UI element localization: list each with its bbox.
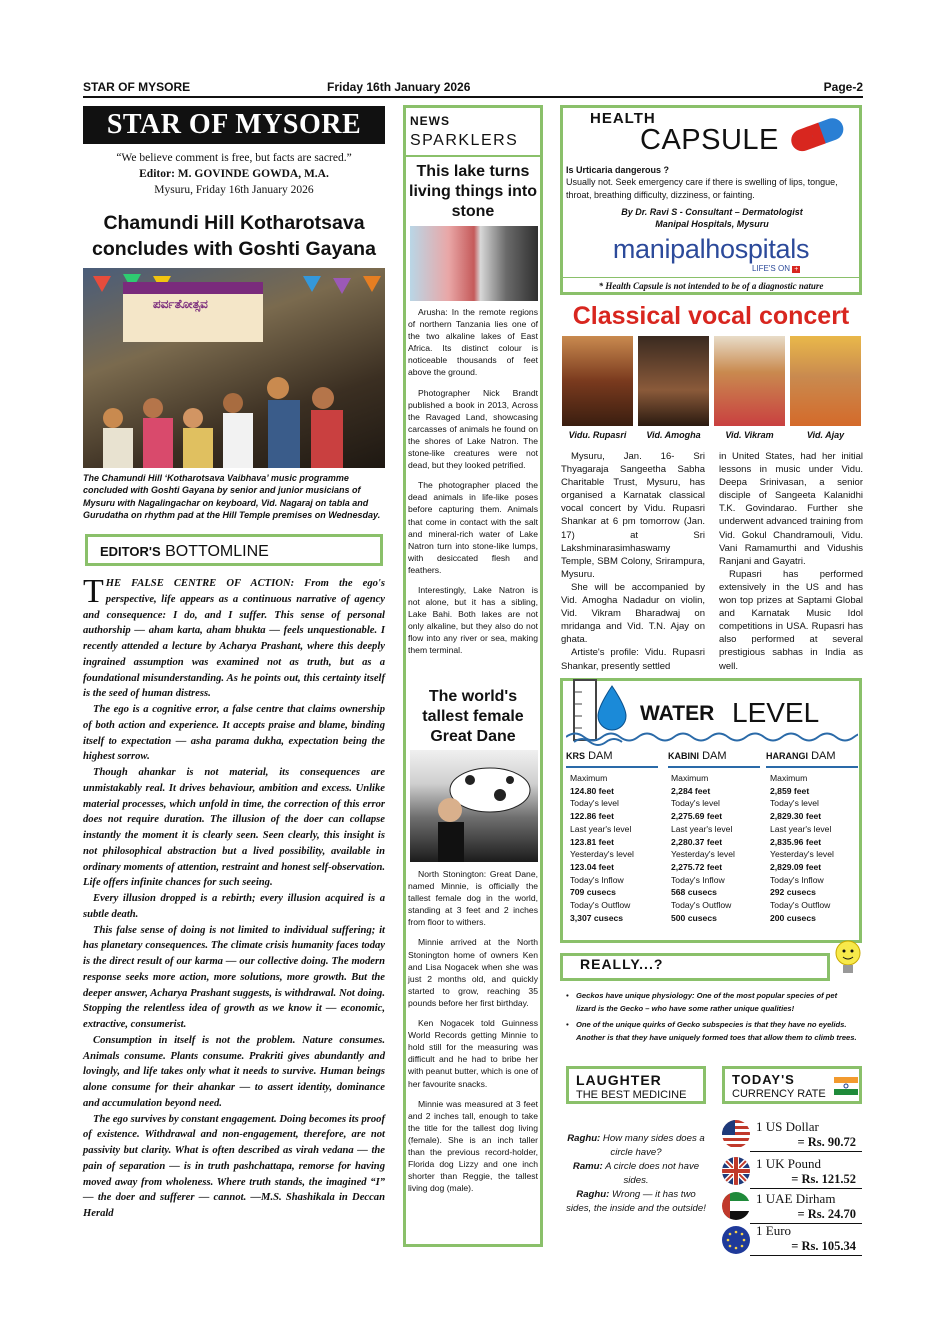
- concert-paragraph: Mysuru, Jan. 16- Sri Thyagaraja Sangeetha Sabha Charitable Trust, Mysuru, has organised a Karnatak classical vocal concert by Vidu. Rupasri Shankar at 6 pm tomorrow (Jan. 17) at Sri Lakshminarasimhaswamy Temple, SBM Colony, Srirampura, Mysuru.: [561, 451, 705, 580]
- row-label: Today's Outflow: [770, 900, 831, 911]
- row-value: 568 cusecs: [671, 887, 717, 898]
- laughter-subtitle: THE BEST MEDICINE: [576, 1089, 687, 1101]
- health-question: Is Urticaria dangerous ?: [566, 165, 670, 175]
- row-label: Today's level: [570, 798, 619, 809]
- row-label: Maximum: [671, 773, 709, 783]
- editorial-paragraph: Consumption in itself is not the problem. Nature consumes. Animals consume. Plants consume. Prakriti gives abundantly and lovingly, and life takes only what it needs to survive. Human beings alone consume for their ahankar — to assert identity, dominance and accumulation beyond need.: [83, 1034, 385, 1109]
- row-label: Today's Inflow: [570, 874, 624, 885]
- lead-headline-line2: concludes with Goshti Gayana: [92, 238, 376, 260]
- story-paragraph: Minnie arrived at the North Stonington home of owners Ken and Lisa Nogacek when she was just 2 months old, and quickly started to grow, reaching 35 pounds before her first birthday.: [408, 937, 538, 1008]
- divider: [750, 1255, 862, 1256]
- editorial-paragraph: Though ahankar is not material, its consequences are unmistakably real. It drives behaviour, ambition and excess. Unlike material processes, which unfold in time, the correction of this error does not require duration. The illusion of the doer can collapse instantly the moment it is clearly seen. Seen clearly, this insight is not philosophical abstraction but a lived possibility, available in ordinary moments of attention, restraint and honest self-observation. Life offers infinite chances for such seeing.: [83, 767, 385, 889]
- dam-name: KRS: [566, 751, 586, 761]
- capsule-icon: [782, 108, 862, 158]
- joke-text: How many sides does a circle have?: [602, 1133, 705, 1158]
- fact-item: • Geckos have unique physiology: One of the most popular species of pet lizard is the Gecko – who have some rather unique qualities!: [566, 990, 858, 1015]
- sponsor-tagline: [752, 264, 800, 273]
- row-value: 2,835.96 feet: [770, 836, 822, 847]
- row-value: 122.86 feet: [570, 811, 614, 822]
- really-facts: [566, 990, 858, 1048]
- really-title: REALLY...?: [580, 956, 664, 972]
- row-value: 2,829.09 feet: [770, 861, 822, 872]
- editorial-paragraph: Every illusion dropped is a rebirth; every illusion acquired is a subtle death.: [83, 893, 385, 920]
- row-value: 2,275.69 feet: [671, 811, 723, 822]
- speaker: Raghu:: [576, 1189, 610, 1200]
- divider: [750, 1151, 862, 1152]
- row-label: Yesterday's level: [770, 849, 834, 860]
- row-value: 2,859 feet: [770, 785, 810, 796]
- lightbulb-icon: [832, 936, 864, 986]
- row-value: 3,307 cusecs: [570, 912, 624, 923]
- story-lake-body: [408, 306, 538, 665]
- currency-name: 1 UAE Dirham: [756, 1191, 836, 1206]
- story-paragraph: The photographer placed the dead animals in life-like poses before capturing them. Animals that come in contact with the salt and mineral-rich water of Lake Natron turn into stone-like lumps, with desiccated flesh and feathers.: [408, 480, 538, 575]
- story-dog-title: The world's tallest female Great Dane: [422, 688, 524, 745]
- artist-photo: [790, 336, 861, 426]
- story-paragraph: Photographer Nick Brandt published a book in 2013, Across the Ravaged Land, showcasing carcasses of animals he found on the shores of Lake Natron. The stone-like creatures were not dead, but they looked petrified.: [408, 387, 538, 471]
- editorial-paragraph: The ego is a cognitive error, a false centre that claims ownership of both action and experience. It accepts praise and blame, binding itself to expectation — asha parama dukha, expectation being the highest sorrow.: [83, 704, 385, 763]
- artist-name: Vid. Ajay: [806, 430, 845, 440]
- health-byline-doctor: By Dr. Ravi S - Consultant – Dermatologist: [621, 207, 803, 217]
- concert-body-col1: [561, 450, 705, 673]
- row-label: Last year's level: [770, 823, 832, 834]
- dam-data-kabini: [671, 772, 763, 924]
- divider: [563, 277, 859, 278]
- currency-name: 1 UK Pound: [756, 1156, 822, 1171]
- lead-photo-illustration: [83, 268, 385, 468]
- row-label: Today's level: [671, 798, 720, 809]
- health-byline-hospital: Manipal Hospitals, Mysuru: [655, 219, 769, 229]
- uae-flag-icon: [722, 1192, 750, 1220]
- joke-text: A circle does not have sides.: [605, 1161, 700, 1186]
- lead-headline-line1: Chamundi Hill Kotharotsava: [103, 212, 365, 234]
- masthead-editor: Editor: M. GOVINDE GOWDA, M.A.: [139, 168, 329, 180]
- row-label: Yesterday's level: [671, 849, 735, 860]
- concert-body-col2: [719, 450, 863, 673]
- dam-label: DAM: [702, 750, 727, 762]
- story-dog-photo: [410, 750, 538, 862]
- concert-paragraph: Artiste's profile: Vidu. Rupasri Shankar, presently settled: [561, 647, 705, 672]
- dam-name: KABINI: [668, 751, 699, 761]
- editorial-paragraph: HE FALSE CENTRE OF ACTION: From the ego's perspective, life appears as a continuous narrative of agency and consequence: I do, and I suffer. This sense of personal authorship — aham karta, aham bhukta — feels unquestionable. I recently attended a lecture by Acharya Prashant, where this deeply ingrained assumption was examined not as truth, but as a foundational misunderstanding. As he points out, this certainty itself is the seed of human distress.: [83, 578, 385, 700]
- joke-line: [566, 1132, 706, 1160]
- artist-photo: [562, 336, 633, 426]
- uk-flag-icon: [722, 1157, 750, 1185]
- header-paper-name: STAR OF MYSORE: [83, 80, 191, 94]
- row-label: Today's Inflow: [671, 874, 725, 885]
- currency-title: TODAY'S: [732, 1072, 795, 1087]
- dam-header-krs: [566, 750, 658, 768]
- health-byline: [566, 206, 858, 230]
- wave-divider: [566, 730, 858, 744]
- dam-data-harangi: [770, 772, 862, 924]
- sparklers-label: SPARKLERS: [410, 132, 519, 149]
- editorial-paragraph: This false sense of doing is not limited to individual suffering; it has planetary consequences. The climate crisis humanity faces today is the direct result of our karma — our collective doing. The modern response seeks more action, more solutions, more growth. But the deeper answer, Acharya Prashant suggests, is withdrawal. Not doing. Stopping the relentless idea of growth as we know it — economic, extractive, consumerist.: [83, 924, 385, 1030]
- row-label: Today's level: [770, 798, 819, 809]
- lead-photo-banner: ಪರ್ವತೋತ್ಸವ: [153, 297, 208, 311]
- divider: [750, 1188, 862, 1189]
- story-paragraph: North Stonington: Great Dane, named Minnie, is officially the tallest female dog in the world, standing at 3 feet and 2 inches from floor to withers.: [408, 869, 538, 928]
- row-label: Last year's level: [570, 823, 632, 834]
- row-label: Today's Outflow: [671, 900, 732, 911]
- speaker: Ramu:: [572, 1161, 603, 1172]
- india-flag-icon: [834, 1077, 858, 1095]
- currency-value: = Rs. 105.34: [791, 1239, 856, 1253]
- row-value: 123.81 feet: [570, 836, 614, 847]
- editorial-label-bold: EDITOR'S: [100, 544, 161, 559]
- artist-photo: [638, 336, 709, 426]
- health-question-block: [566, 164, 858, 201]
- row-value: 2,280.37 feet: [671, 836, 723, 847]
- concert-headline: Classical vocal concert: [572, 302, 850, 330]
- concert-paragraph: in United States, had her initial lessons in music under Vidu. Deepa Srinivasan, a senior disciple of Sangeeta Kalanidhi T.K. Govindarao. Further she underwent advanced training from Vid. Gokul Chandramouli, Vidu. Vani Ramamurthi and Vidushis Ranjani and Gayatri.: [719, 451, 863, 567]
- story-paragraph: Minnie was measured at 3 feet and 2 inches tall, enough to take the title for the tallest dog living (female). She is an inch taller than the previous record-holder, Florida dog Lizzy and one inch shorter than Reggie, the tallest living dog (male).: [408, 1098, 538, 1194]
- concert-paragraph: Rupasri has performed extensively in the US and has won top prizes at Saptami Global and Karnatak Music Idol competitions in USA. Rupasri has also performed at several prestigious sabhas in India as well.: [719, 568, 863, 672]
- editorial-body: [83, 573, 385, 1222]
- dam-label: DAM: [588, 750, 613, 762]
- fact-item: • One of the unique quirks of Gecko subspecies is that they have no eyelids. Another is that they have uniquely formed toes that allow them to climb trees.: [566, 1019, 858, 1044]
- row-label: Yesterday's level: [570, 849, 634, 860]
- row-label: Maximum: [770, 773, 808, 783]
- us-flag-icon: [722, 1120, 750, 1148]
- row-label: Today's Inflow: [770, 874, 824, 885]
- story-paragraph: Arusha: In the remote regions of northern Tanzania lies one of the two alkaline lakes of East Africa. Its distinct colour is noticeable thousands of feet above the ground.: [408, 307, 538, 378]
- masthead-motto: “We believe comment is free, but facts are sacred.”: [116, 152, 352, 164]
- dam-name: HARANGI: [766, 751, 808, 761]
- masthead-title: STAR OF MYSORE: [83, 106, 385, 144]
- row-value: 500 cusecs: [671, 912, 717, 923]
- dam-header-kabini: [668, 750, 760, 768]
- dog-photo-illustration: [410, 750, 538, 862]
- currency-value: = Rs. 24.70: [797, 1207, 856, 1221]
- row-value: 124.80 feet: [570, 785, 614, 796]
- row-value: 200 cusecs: [770, 912, 816, 923]
- joke-line: [566, 1160, 706, 1188]
- sponsor-logo: manipalhospitals: [612, 234, 810, 264]
- story-paragraph: Ken Nogacek told Guinness World Records getting Minnie to hold still for the measuring was difficult and he had to bribe her with peanut butter, which is one of her favourite snacks.: [408, 1018, 538, 1089]
- header-date: Friday 16th January 2026: [327, 80, 471, 94]
- currency-value: = Rs. 90.72: [797, 1135, 856, 1149]
- story-dog-body: [408, 868, 538, 1202]
- lead-photo: [83, 268, 385, 468]
- speaker: Raghu:: [567, 1133, 601, 1144]
- page-header: [83, 78, 863, 98]
- story-lake-title: This lake turns living things into stone: [409, 163, 537, 220]
- row-value: 709 cusecs: [570, 887, 616, 898]
- currency-name: 1 US Dollar: [756, 1119, 819, 1134]
- sponsor-tagline-text: LIFE'S ON: [752, 264, 790, 273]
- story-paragraph: Interestingly, Lake Natron is not alone, but it has a sibling, Lake Bahi. Both lakes are not only alkaline, but they also do not flow into any river or sea, making them terminal.: [408, 584, 538, 656]
- currency-name: 1 Euro: [756, 1223, 792, 1238]
- row-label: Last year's level: [671, 823, 733, 834]
- row-value: 2,275.72 feet: [671, 861, 723, 872]
- editorial-dropcap: T: [83, 573, 104, 610]
- capsule-label: CAPSULE: [640, 124, 779, 156]
- dam-label: DAM: [811, 750, 836, 762]
- health-label: HEALTH: [590, 110, 656, 127]
- artist-name: Vid. Vikram: [725, 430, 774, 440]
- currency-value: = Rs. 121.52: [791, 1172, 856, 1186]
- joke-body: [566, 1132, 706, 1216]
- masthead-motto-block: [83, 150, 385, 198]
- health-answer: Usually not. Seek emergency care if there is swelling of lips, tongue, throat, breathing difficulty, dizziness, or fainting.: [566, 177, 838, 200]
- dam-header-harangi: [766, 750, 858, 768]
- row-value: 2,829.30 feet: [770, 811, 822, 822]
- masthead-dateline: Mysuru, Friday 16th January 2026: [154, 184, 314, 196]
- editorial-label: [100, 543, 269, 561]
- water-label-bold: WATER: [640, 702, 715, 725]
- story-lake-photo: [410, 226, 538, 301]
- editorial-header-box: [85, 534, 383, 566]
- row-value: 2,284 feet: [671, 785, 711, 796]
- joke-line: [566, 1188, 706, 1216]
- lead-photo-caption: The Chamundi Hill ‘Kotharotsava Vaibhava’ music programme concluded with Goshti Gayana by senior and junior musicians of Mysuru with Nagalingachar on keyboard, Vid. Nagaraj on tabla and Gurudatha on rhythm pad at the Hill Temple premises on Wednesday.: [83, 473, 381, 521]
- editorial-paragraph: The ego survives by constant engagement. Doing becomes its proof of existence. Withdrawal and non-engagement, therefore, are not passivity but clarity. What is often described as virah vedana — the pain of separation — is in truth pashchattapa, remorse for having moved away from wholeness. Where truth stands, the imagined “I” — the doer and sufferer — cannot. —M.S. Shashikala in Deccan Herald: [83, 1113, 385, 1219]
- artist-photo: [714, 336, 785, 426]
- plus-icon: +: [794, 266, 799, 273]
- row-label: Maximum: [570, 773, 608, 783]
- artist-name: Vid. Amogha: [646, 430, 701, 440]
- sparklers-label-bold: NEWS: [410, 114, 450, 128]
- currency-subtitle: CURRENCY RATE: [732, 1088, 826, 1100]
- row-value: 123.04 feet: [570, 861, 614, 872]
- artist-name: Vidu. Rupasri: [568, 430, 627, 440]
- editorial-label-text: BOTTOMLINE: [165, 543, 269, 560]
- water-label: LEVEL: [732, 697, 820, 728]
- divider: [406, 155, 540, 157]
- row-value: 292 cusecs: [770, 887, 816, 898]
- joke-text: Wrong — it has two sides, the inside and the outside!: [566, 1189, 706, 1214]
- eu-flag-icon: [722, 1226, 750, 1254]
- header-page-number: Page-2: [823, 80, 863, 94]
- concert-paragraph: She will be accompanied by Vid. Amogha Nadadur on violin, Vid. Vikram Bharadwaj on mridanga and Vid. T.N. Ajay on ghata.: [561, 581, 705, 646]
- health-disclaimer: * Health Capsule is not intended to be of a diagnostic nature: [598, 281, 824, 291]
- lead-headline: [83, 210, 385, 262]
- laughter-title: LAUGHTER: [576, 1072, 662, 1088]
- row-label: Today's Outflow: [570, 900, 631, 911]
- dam-data-krs: [570, 772, 662, 924]
